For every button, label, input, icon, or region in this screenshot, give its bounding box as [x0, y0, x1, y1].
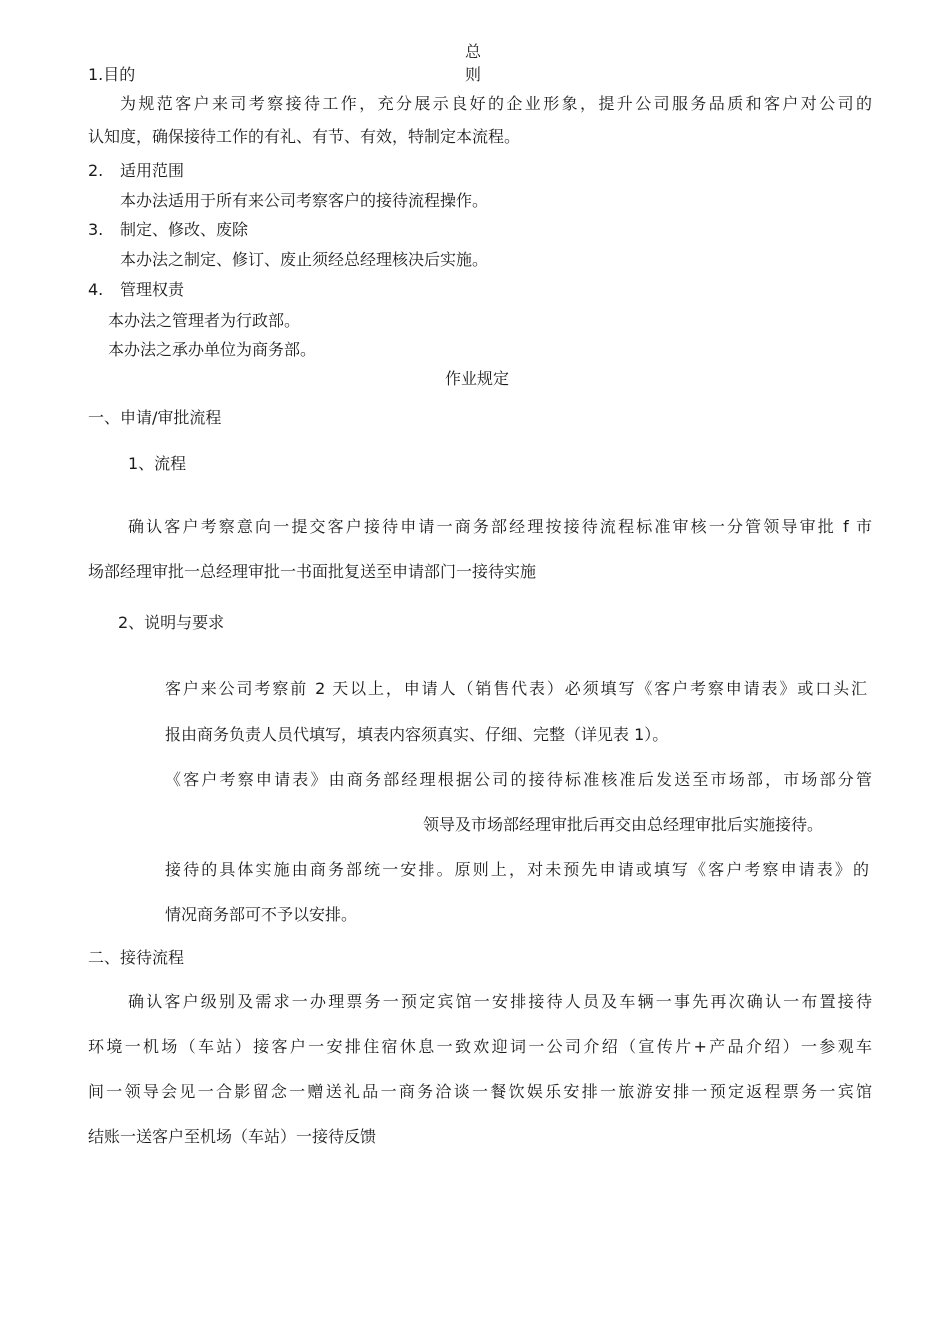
scope-number: 2. — [88, 161, 104, 180]
section1-flow-line-1: 确认客户考察意向一提交客户接待申请一商务部经理按接待流程标准审核一分管领导审批 f 市 — [128, 517, 872, 536]
requirement-text-line-6: 情况商务部可不予以安排。 — [165, 905, 358, 924]
general-title-char-2: 则 — [465, 65, 482, 84]
amendment-number: 3. — [88, 220, 104, 239]
requirement-text-line-2: 报由商务负责人员代填写，填表内容须真实、仔细、完整（详见表 1）。 — [165, 725, 669, 744]
amendment-heading: 制定、修改、废除 — [120, 220, 249, 239]
authority-text-line-2: 本办法之承办单位为商务部。 — [108, 340, 317, 359]
authority-number: 4. — [88, 280, 104, 299]
reception-flow-line-1: 确认客户级别及需求一办理票务一预定宾馆一安排接待人员及车辆一事先再次确认一布置接待 — [128, 992, 872, 1011]
section1-sub2-heading: 2、说明与要求 — [118, 613, 225, 632]
reception-flow-line-4: 结账一送客户至机场（车站）一接待反馈 — [88, 1127, 377, 1146]
authority-text-line-1: 本办法之管理者为行政部。 — [108, 311, 301, 330]
section1-heading: 一、申请/审批流程 — [88, 408, 222, 427]
requirement-text-line-3: 《客户考察申请表》由商务部经理根据公司的接待标准核准后发送至市场部，市场部分管 — [165, 770, 872, 789]
general-title-char-1: 总 — [465, 42, 482, 61]
reception-flow-line-3: 间一领导会见一合影留念一赠送礼品一商务洽谈一餐饮娱乐安排一旅游安排一预定返程票务一宾馆 — [88, 1082, 872, 1101]
scope-text: 本办法适用于所有来公司考察客户的接待流程操作。 — [120, 191, 489, 210]
section1-flow-line-2: 场部经理审批一总经理审批一书面批复送至申请部门一接待实施 — [88, 562, 537, 581]
amendment-text: 本办法之制定、修订、废止须经总经理核决后实施。 — [120, 250, 489, 269]
purpose-text-line-2: 认知度，确保接待工作的有礼、有节、有效，特制定本流程。 — [88, 127, 521, 146]
section1-sub1-heading: 1、流程 — [128, 454, 187, 473]
requirement-text-line-1: 客户来公司考察前 2 天以上，申请人（销售代表）必须填写《客户考察申请表》或口头汇 — [165, 679, 867, 698]
authority-heading: 管理权责 — [120, 280, 185, 299]
operation-title: 作业规定 — [445, 369, 510, 388]
scope-heading: 适用范围 — [120, 161, 185, 180]
section2-heading: 二、接待流程 — [88, 948, 185, 967]
reception-flow-line-2: 环境一机场（车站）接客户一安排住宿休息一致欢迎词一公司介绍（宣传片+产品介绍）一参观车 — [88, 1037, 872, 1056]
requirement-text-line-5: 接待的具体实施由商务部统一安排。原则上，对未预先申请或填写《客户考察申请表》的 — [165, 860, 869, 879]
purpose-text-line-1: 为规范客户来司考察接待工作，充分展示良好的企业形象，提升公司服务品质和客户对公司的 — [120, 94, 872, 113]
requirement-text-line-4: 领导及市场部经理审批后再交由总经理审批后实施接待。 — [423, 815, 824, 834]
section-purpose-heading: 1.目的 — [88, 65, 136, 84]
